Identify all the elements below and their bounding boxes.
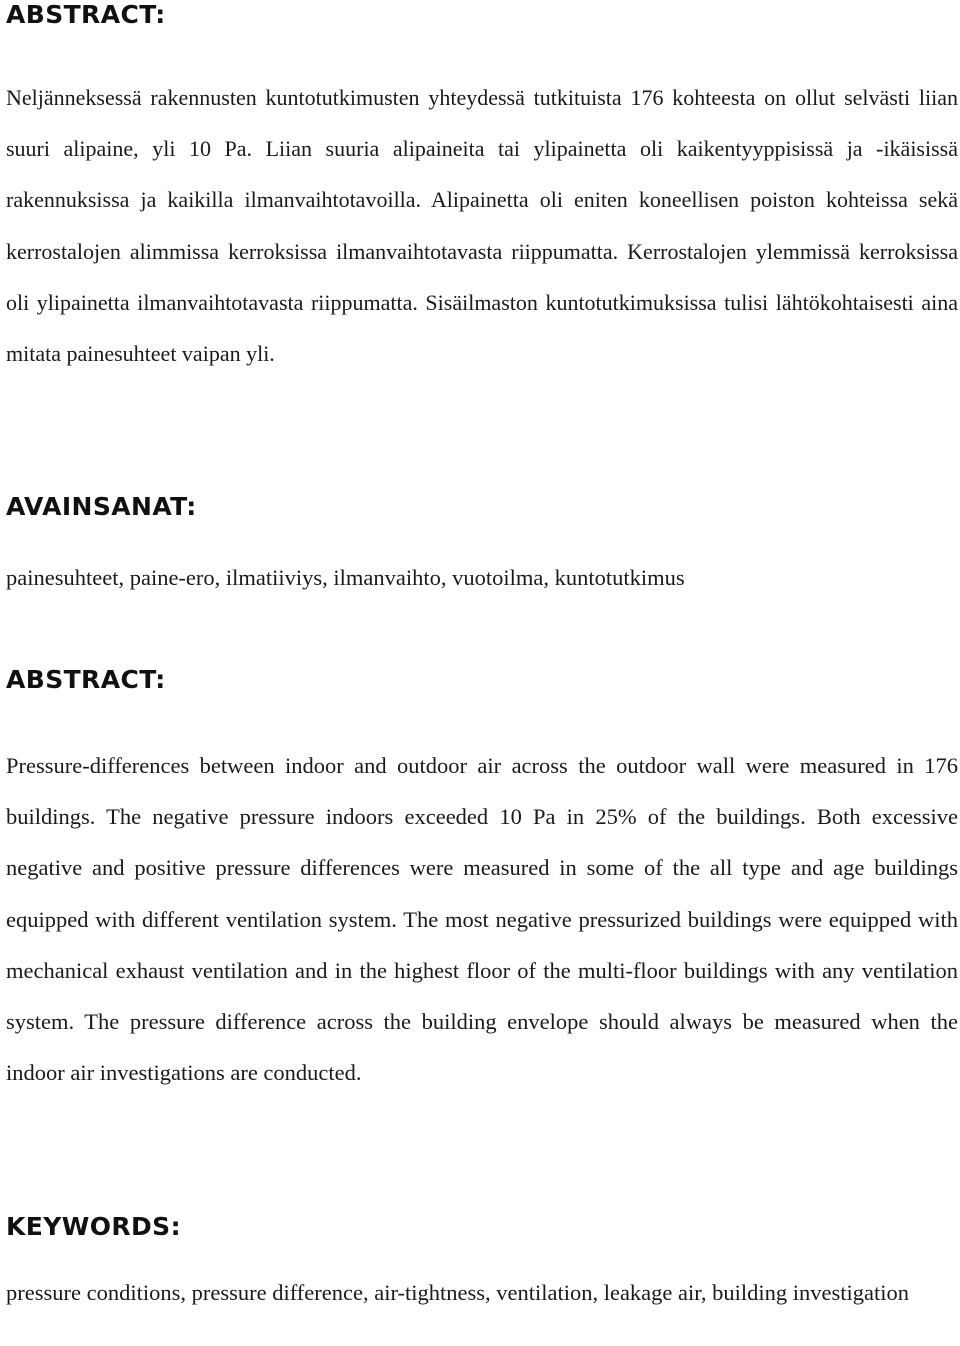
english-keywords-text: pressure conditions, pressure difference, air-tightness, ventilation, leakage air, building investigation xyxy=(6,1280,909,1305)
finnish-abstract-text: Neljänneksessä rakennusten kuntotutkimusten yhteydessä tutkituista 176 kohteesta on ollut selvästi liian suuri alipaine, yli 10 Pa. Liian suuria alipaineita tai ylipainetta oli kaikentyyppisissä ja -ikäisissä rakennuksissa ja kaikilla ilmanvaihtotavoilla. Alipainetta oli eniten koneellisen poiston kohteissa sekä kerrostalojen alimmissa kerroksissa ilmanvaihtotavasta riippumatta. Kerrostalojen ylemmissä kerroksissa oli ylipainetta ilmanvaihtotavasta riippumatta. Sisäilmaston kuntotutkimuksissa tulisi lähtökohtaisesti aina mitata painesuhteet vaipan yli. xyxy=(6,85,958,367)
english-abstract-text: Pressure-differences between indoor and outdoor air across the outdoor wall were measured in 176 buildings. The negative pressure indoors exceeded 10 Pa in 25% of the buildings. Both excessive negative and positive pressure differences were measured in some of the all type and age buildings equipped with different ventilation system. The most negative pressurized buildings were equipped with mechanical exhaust ventilation and in the highest floor of the multi-floor buildings with any ventilation system. The pressure difference across the building envelope should always be measured when the indoor air investigations are conducted. xyxy=(6,753,958,1086)
english-abstract-heading: ABSTRACT: xyxy=(6,665,166,694)
finnish-abstract-heading: ABSTRACT: xyxy=(6,0,166,29)
finnish-keywords-text: painesuhteet, paine-ero, ilmatiiviys, ilmanvaihto, vuotoilma, kuntotutkimus xyxy=(6,565,685,590)
english-keywords-heading: KEYWORDS: xyxy=(6,1212,181,1241)
finnish-keywords-heading: AVAINSANAT: xyxy=(6,492,197,521)
